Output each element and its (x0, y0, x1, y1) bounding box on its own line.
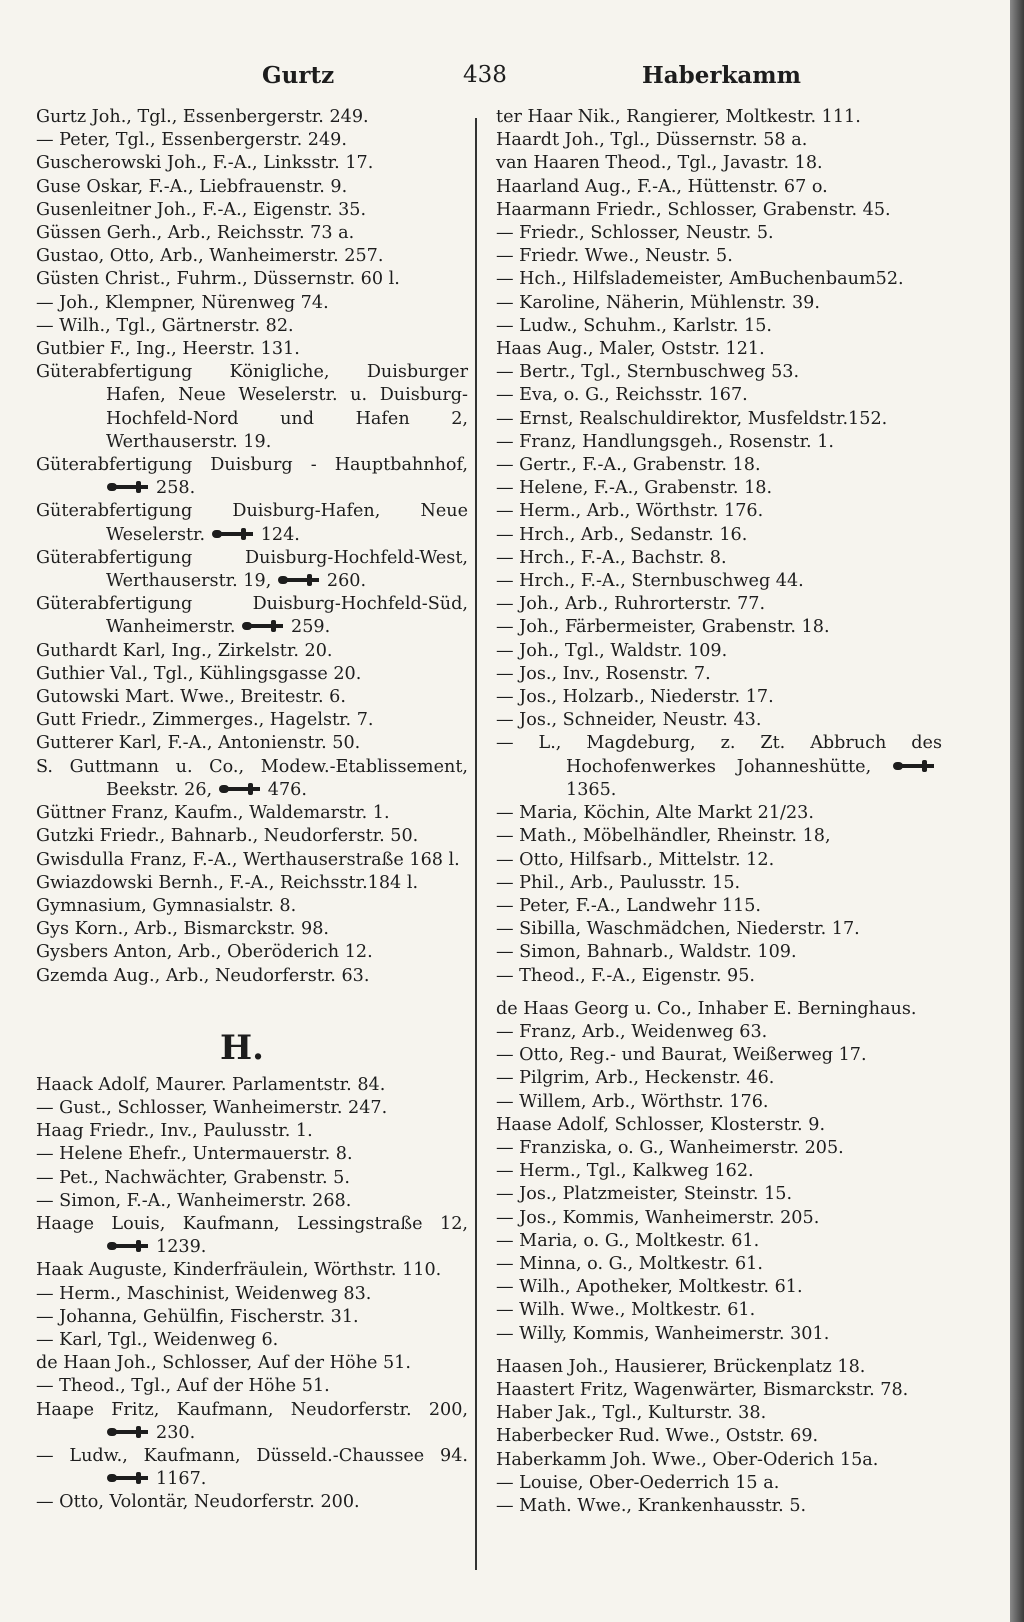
directory-entry (496, 1137, 942, 1160)
directory-entry (36, 152, 468, 175)
entry-text: — Franz, Handlungsgeh., Rosenstr. 1. (496, 431, 835, 452)
directory-entry (36, 1352, 468, 1375)
entry-text: Güsten Christ., Fuhrm., Düssernstr. 60 l. (36, 269, 400, 290)
entry-text: Güterabfertigung Duisburg - Hauptbahnhof, (36, 455, 468, 476)
entry-text: — Otto, Hilfsarb., Mittelstr. 12. (496, 849, 775, 870)
entry-text: Güssen Gerh., Arb., Reichsstr. 73 a. (36, 223, 355, 244)
entry-text: — Hch., Hilfslademeister, AmBuchenbaum52. (496, 269, 904, 290)
entry-text: Gys Korn., Arb., Bismarckstr. 98. (36, 919, 329, 940)
phone-number: 259. (291, 617, 331, 638)
section-letter: H. (220, 1027, 264, 1068)
phone-number: 1239. (156, 1237, 207, 1258)
directory-entry (36, 1283, 468, 1306)
directory-entry (496, 1472, 942, 1495)
entry-text: — Willem, Arb., Wörthstr. 176. (496, 1091, 769, 1112)
directory-entry (36, 1097, 468, 1120)
entry-text: — Louise, Ober-Oederrich 15 a. (496, 1472, 780, 1493)
directory-entry (496, 802, 942, 825)
entry-text: Guse Oskar, F.-A., Liebfrauenstr. 9. (36, 176, 348, 197)
directory-entry (36, 1329, 468, 1352)
directory-entry (36, 872, 468, 895)
directory-entry (496, 1207, 942, 1230)
entry-text: — Herm., Maschinist, Weidenweg 83. (36, 1283, 372, 1304)
directory-entry (36, 1259, 468, 1282)
entry-text: — Wilh., Tgl., Gärtnerstr. 82. (36, 315, 294, 336)
entry-text: — Theod., Tgl., Auf der Höhe 51. (36, 1376, 330, 1397)
entry-text: — Franziska, o. G., Wanheimerstr. 205. (496, 1137, 844, 1158)
entry-text: — Pilgrim, Arb., Heckenstr. 46. (496, 1068, 775, 1089)
directory-entry (496, 593, 942, 616)
directory-entry (496, 361, 942, 384)
directory-entry (36, 1445, 468, 1491)
entry-text: Haberkamm Joh. Wwe., Ober-Oderich 15a. (496, 1449, 879, 1470)
entry-text: Güterabfertigung Duisburg-Hochfeld-Süd, Wanheimerstr. (36, 594, 468, 638)
directory-entry (36, 593, 468, 639)
phone-number: 260. (326, 571, 367, 592)
directory-entry (496, 1230, 942, 1253)
directory-entry (496, 1495, 942, 1518)
phone-number: 1365. (566, 779, 617, 800)
directory-entry (496, 998, 942, 1021)
directory-entry (496, 245, 942, 268)
directory-entry (496, 431, 942, 454)
directory-entry (496, 408, 942, 431)
entry-text: Guthier Val., Tgl., Kühlingsgasse 20. (36, 663, 362, 684)
directory-entry (36, 199, 468, 222)
directory-entry (496, 686, 942, 709)
directory-entry (36, 500, 468, 546)
entry-text: — Jos., Kommis, Wanheimerstr. 205. (496, 1207, 820, 1228)
entry-text: Gwiazdowski Bernh., F.-A., Reichsstr.184 l. (36, 872, 419, 893)
entry-text: — Friedr., Schlosser, Neustr. 5. (496, 223, 774, 244)
directory-entry (36, 709, 468, 732)
directory-entry (496, 338, 942, 361)
directory-entry (496, 1160, 942, 1183)
directory-entry (36, 640, 468, 663)
directory-entry (36, 176, 468, 199)
directory-entry (36, 756, 468, 802)
directory-entry (496, 895, 942, 918)
entry-text: Gymnasium, Gymnasialstr. 8. (36, 895, 297, 916)
entry-text: — Simon, F.-A., Wanheimerstr. 268. (36, 1190, 352, 1211)
entry-text: — Karl, Tgl., Weidenweg 6. (36, 1329, 279, 1350)
entry-text: — Joh., Arb., Ruhrorterstr. 77. (496, 594, 766, 615)
directory-entry (496, 640, 942, 663)
entry-text: Haage Louis, Kaufmann, Lessingstraße 12, (36, 1213, 468, 1234)
entry-text: Haak Auguste, Kinderfräulein, Wörthstr. 110. (36, 1260, 442, 1281)
directory-entry (496, 1253, 942, 1276)
phone-number: 258. (156, 478, 196, 499)
entry-text: Guthardt Karl, Ing., Zirkelstr. 20. (36, 640, 333, 661)
directory-entry (496, 268, 942, 291)
right-column (496, 106, 942, 1518)
entry-text: — Joh., Tgl., Waldstr. 109. (496, 640, 728, 661)
entry-text: Gutt Friedr., Zimmerges., Hagelstr. 7. (36, 710, 374, 731)
entry-text: Haase Adolf, Schlosser, Klosterstr. 9. (496, 1114, 826, 1135)
entry-text: Gutzki Friedr., Bahnarb., Neudorferstr. 50. (36, 826, 419, 847)
entry-text: Güterabfertigung Duisburg-Hochfeld-West, Werthauserstr. 19, (36, 547, 468, 592)
directory-entry (496, 1021, 942, 1044)
header-left-keyword: Gurtz (262, 62, 335, 89)
entry-text: — Minna, o. G., Moltkestr. 61. (496, 1253, 763, 1274)
entry-text: — Peter, F.-A., Landwehr 115. (496, 895, 762, 916)
entry-text: — Hrch., F.-A., Bachstr. 8. (496, 547, 727, 568)
directory-entry (496, 222, 942, 245)
directory-entry (496, 663, 942, 686)
telephone-icon (106, 1239, 150, 1253)
entry-text: Güterabfertigung Königliche, Duisburger Hafen, Neue Weselerstr. u. Duisburg-Hochfeld-Nord und Hafen 2, Werthauserstr. 19. (36, 362, 468, 452)
entry-text: — Jos., Platzmeister, Steinstr. 15. (496, 1184, 793, 1205)
directory-entry (496, 1425, 942, 1448)
entry-text: — Helene, F.-A., Grabenstr. 18. (496, 478, 773, 499)
directory-entry (36, 941, 468, 964)
directory-entry (496, 500, 942, 523)
directory-entry (36, 361, 468, 454)
running-header (0, 62, 1010, 98)
entry-text: — Peter, Tgl., Essenbergerstr. 249. (36, 130, 347, 151)
directory-entry (496, 1449, 942, 1472)
telephone-icon (277, 573, 321, 587)
entry-text: Güttner Franz, Kaufm., Waldemarstr. 1. (36, 803, 390, 824)
entry-text: — Helene Ehefr., Untermauerstr. 8. (36, 1144, 353, 1165)
entry-text: Haastert Fritz, Wagenwärter, Bismarckstr. 78. (496, 1379, 909, 1400)
directory-entry (36, 454, 468, 500)
entry-text: de Haan Joh., Schlosser, Auf der Höhe 51. (36, 1353, 411, 1374)
entry-text: — Eva, o. G., Reichsstr. 167. (496, 385, 748, 406)
directory-entry (496, 1356, 942, 1379)
directory-entry (36, 849, 468, 872)
directory-entry (36, 1190, 468, 1213)
directory-entry (496, 1183, 942, 1206)
entry-text: Haack Adolf, Maurer. Parlamentstr. 84. (36, 1074, 386, 1095)
entry-text: Gustao, Otto, Arb., Wanheimerstr. 257. (36, 246, 384, 267)
entry-text: — Phil., Arb., Paulusstr. 15. (496, 872, 741, 893)
directory-entry (36, 1491, 468, 1514)
directory-entry (36, 1167, 468, 1190)
entry-text: — Math., Möbelhändler, Rheinstr. 18, (496, 826, 831, 847)
telephone-icon (106, 1425, 150, 1439)
directory-entry (36, 315, 468, 338)
directory-entry (496, 152, 942, 175)
directory-entry (36, 1120, 468, 1143)
directory-entry (496, 1379, 942, 1402)
directory-entry (36, 825, 468, 848)
entry-text: — Joh., Klempner, Nürenweg 74. (36, 292, 329, 313)
directory-entry (36, 1399, 468, 1445)
entry-text: Haas Aug., Maler, Oststr. 121. (496, 339, 765, 360)
entry-text: — Otto, Reg.- und Baurat, Weißerweg 17. (496, 1045, 867, 1066)
entry-text: Gysbers Anton, Arb., Oberöderich 12. (36, 942, 373, 963)
entry-text: — Ernst, Realschuldirektor, Musfeldstr.152. (496, 408, 888, 429)
telephone-icon (241, 619, 285, 633)
entry-text: — Karoline, Näherin, Mühlenstr. 39. (496, 292, 820, 313)
directory-entry (496, 941, 942, 964)
directory-entry (496, 1067, 942, 1090)
phone-number: 476. (267, 779, 307, 800)
telephone-icon (218, 782, 262, 796)
entry-text: Haardt Joh., Tgl., Düssernstr. 58 a. (496, 130, 808, 151)
entry-text: Haberbecker Rud. Wwe., Oststr. 69. (496, 1426, 819, 1447)
entry-text: — Johanna, Gehülfin, Fischerstr. 31. (36, 1306, 359, 1327)
entry-text: Gusenleitner Joh., F.-A., Eigenstr. 35. (36, 199, 367, 220)
entry-text: — Pet., Nachwächter, Grabenstr. 5. (36, 1167, 350, 1188)
entry-text: — Hrch., Arb., Sedanstr. 16. (496, 524, 748, 545)
telephone-icon (892, 759, 936, 773)
directory-entry (36, 732, 468, 755)
directory-entry (496, 477, 942, 500)
directory-entry (496, 616, 942, 639)
entry-text: — Ludw., Kaufmann, Düsseld.-Chaussee 94. (36, 1445, 468, 1466)
directory-entry (36, 1143, 468, 1166)
telephone-icon (106, 480, 150, 494)
entry-text: Gutterer Karl, F.-A., Antonienstr. 50. (36, 733, 361, 754)
directory-entry (496, 1091, 942, 1114)
entry-text: Haarland Aug., F.-A., Hüttenstr. 67 o. (496, 176, 828, 197)
entry-text: — Maria, o. G., Moltkestr. 61. (496, 1230, 760, 1251)
entry-text: — Jos., Holzarb., Niederstr. 17. (496, 687, 774, 708)
phone-number: 1167. (156, 1469, 207, 1490)
entry-text: de Haas Georg u. Co., Inhaber E. Berninghaus. (496, 998, 917, 1019)
directory-entry (36, 1306, 468, 1329)
telephone-icon (106, 1471, 150, 1485)
entry-text: — Maria, Köchin, Alte Markt 21/23. (496, 803, 814, 824)
entry-text: — Franz, Arb., Weidenweg 63. (496, 1021, 768, 1042)
directory-entry (36, 1074, 468, 1097)
directory-entry (496, 1323, 942, 1346)
directory-entry (496, 106, 942, 129)
entry-text: — Hrch., F.-A., Sternbuschweg 44. (496, 571, 804, 592)
entry-text: Haag Friedr., Inv., Paulusstr. 1. (36, 1121, 313, 1142)
entry-text: — Gust., Schlosser, Wanheimerstr. 247. (36, 1097, 388, 1118)
directory-entry (496, 1276, 942, 1299)
directory-entry (36, 895, 468, 918)
directory-entry (36, 268, 468, 291)
entry-text: — Bertr., Tgl., Sternbuschweg 53. (496, 362, 800, 383)
directory-entry (36, 106, 468, 129)
directory-entry (36, 129, 468, 152)
entry-text: Haber Jak., Tgl., Kulturstr. 38. (496, 1403, 767, 1424)
directory-entry (496, 129, 942, 152)
directory-entry (496, 547, 942, 570)
phone-number: 124. (260, 524, 300, 545)
directory-entry (496, 1044, 942, 1067)
entry-text: Gwisdulla Franz, F.-A., Werthauserstraße 168 l. (36, 849, 460, 870)
entry-text: Gurtz Joh., Tgl., Essenbergerstr. 249. (36, 107, 369, 127)
telephone-icon (211, 527, 255, 541)
directory-entry (36, 918, 468, 941)
directory-entry (496, 825, 942, 848)
entry-text: — Jos., Schneider, Neustr. 43. (496, 710, 762, 731)
directory-entry (496, 709, 942, 732)
entry-text: — Math. Wwe., Krankenhausstr. 5. (496, 1495, 807, 1516)
entry-text: Haarmann Friedr., Schlosser, Grabenstr. 45. (496, 199, 891, 220)
directory-entry (496, 384, 942, 407)
directory-entry (36, 338, 468, 361)
entry-text: Güterabfertigung Duisburg-Hafen, Neue Weselerstr. (36, 501, 468, 545)
entry-text: Haasen Joh., Hausierer, Brückenplatz 18. (496, 1356, 866, 1377)
entry-text: — Herm., Tgl., Kalkweg 162. (496, 1161, 754, 1182)
entry-text: — Simon, Bahnarb., Waldstr. 109. (496, 942, 797, 963)
directory-entry (496, 965, 942, 988)
directory-entry (36, 222, 468, 245)
entry-text: — Sibilla, Waschmädchen, Niederstr. 17. (496, 919, 860, 940)
directory-entry (36, 663, 468, 686)
directory-entry (496, 315, 942, 338)
entry-text: — Otto, Volontär, Neudorferstr. 200. (36, 1492, 360, 1513)
directory-entry (36, 1213, 468, 1259)
directory-entry (496, 918, 942, 941)
entry-text: S. Guttmann u. Co., Modew.-Etablissement, Beekstr. 26, (36, 756, 468, 800)
directory-entry (36, 802, 468, 825)
directory-entry (36, 965, 468, 988)
directory-entry (496, 732, 942, 802)
entry-text: — Ludw., Schuhm., Karlstr. 15. (496, 315, 772, 336)
directory-entry (36, 245, 468, 268)
entry-text: Guscherowski Joh., F.-A., Linksstr. 17. (36, 153, 374, 174)
directory-entry (496, 292, 942, 315)
book-edge (1010, 0, 1024, 1622)
entry-text: ter Haar Nik., Rangierer, Moltkestr. 111. (496, 107, 861, 127)
directory-entry (496, 524, 942, 547)
entry-text: — Joh., Färbermeister, Grabenstr. 18. (496, 617, 830, 638)
phone-number: 230. (156, 1422, 196, 1443)
entry-text: van Haaren Theod., Tgl., Javastr. 18. (496, 153, 823, 174)
entry-text: Haape Fritz, Kaufmann, Neudorferstr. 200, (36, 1399, 468, 1420)
entry-text: — L., Magdeburg, z. Zt. Abbruch des Hochofenwerkes Johanneshütte, (496, 733, 942, 777)
directory-entry (496, 872, 942, 895)
directory-entry (36, 547, 468, 593)
directory-entry (496, 1114, 942, 1137)
left-column (36, 106, 468, 1515)
directory-entry (36, 1375, 468, 1398)
column-divider (475, 118, 477, 1570)
entry-text: Gutbier F., Ing., Heerstr. 131. (36, 339, 300, 360)
directory-entry (36, 686, 468, 709)
entry-text: — Wilh., Apotheker, Moltkestr. 61. (496, 1277, 803, 1298)
directory-entry (496, 1299, 942, 1322)
entry-text: Gzemda Aug., Arb., Neudorferstr. 63. (36, 965, 370, 986)
entry-text: Gutowski Mart. Wwe., Breitestr. 6. (36, 687, 346, 708)
header-right-keyword: Haberkamm (642, 62, 801, 89)
entry-text: — Friedr. Wwe., Neustr. 5. (496, 246, 733, 267)
entry-text: — Jos., Inv., Rosenstr. 7. (496, 663, 711, 684)
directory-entry (496, 849, 942, 872)
directory-entry (496, 454, 942, 477)
entry-text: — Herm., Arb., Wörthstr. 176. (496, 501, 764, 522)
directory-entry (496, 199, 942, 222)
directory-entry (496, 570, 942, 593)
entry-text: — Willy, Kommis, Wanheimerstr. 301. (496, 1323, 830, 1344)
entry-text: — Wilh. Wwe., Moltkestr. 61. (496, 1300, 756, 1321)
entry-text: — Gertr., F.-A., Grabenstr. 18. (496, 455, 761, 476)
entry-text: — Theod., F.-A., Eigenstr. 95. (496, 965, 755, 986)
directory-entry (36, 292, 468, 315)
directory-entry (496, 176, 942, 199)
page-number: 438 (463, 62, 507, 88)
directory-entry (496, 1402, 942, 1425)
